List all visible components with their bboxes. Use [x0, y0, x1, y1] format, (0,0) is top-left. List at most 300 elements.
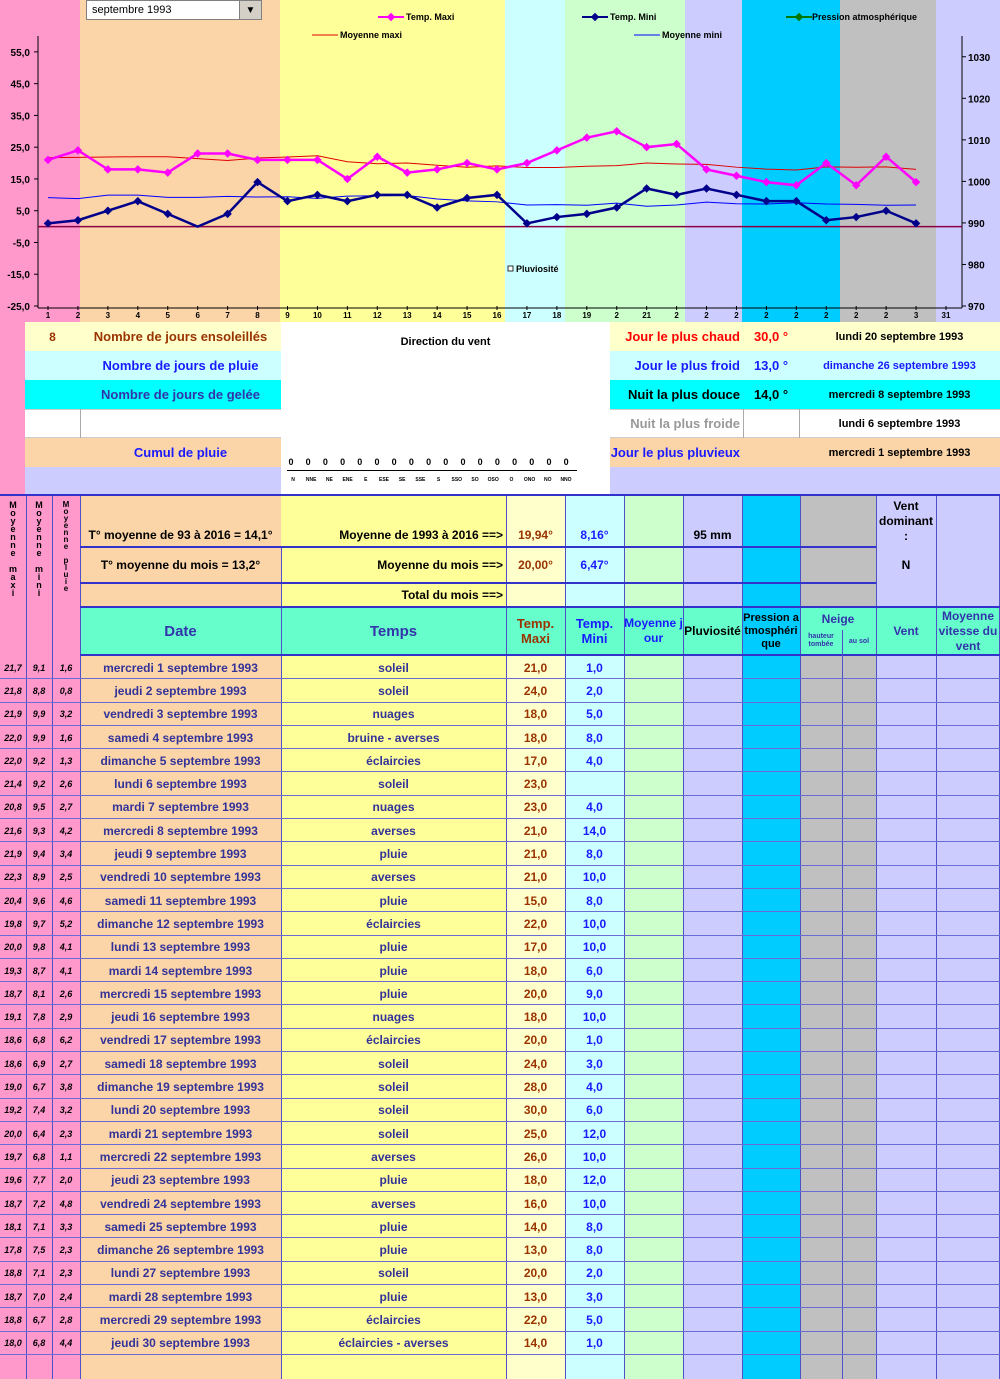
record-hottest-day-value: 30,0 ° [753, 329, 789, 344]
avg-maxi-cell: 19,8 [4, 918, 22, 929]
temps-cell: soleil [378, 1103, 409, 1118]
avg-pluie-cell: 2,7 [59, 1058, 73, 1069]
table-row [0, 1075, 1000, 1098]
avg-maxi-cell: 19,1 [4, 1012, 22, 1023]
wind-direction-label: S [436, 477, 441, 483]
x-tick-label: 5 [165, 311, 170, 320]
wind-count: 0 [494, 457, 500, 467]
temps-cell: pluie [379, 963, 408, 978]
table-row [0, 1308, 1000, 1331]
tmaxi-cell: 17,0 [523, 753, 548, 768]
avg-pluie-cell: 5,2 [59, 918, 73, 929]
vent-dominant-value: N [901, 558, 911, 572]
tmini-cell: 3,0 [586, 1289, 603, 1304]
wind-direction-label: NO [544, 477, 552, 483]
avg-mini-cell: 6,9 [32, 1058, 46, 1069]
wind-count: 0 [443, 457, 449, 467]
avg-pluie-cell: 2,5 [59, 872, 73, 883]
avg-maxi-cell: 18,8 [4, 1268, 22, 1279]
tmini-cell: 10,0 [582, 940, 607, 955]
chart-svg [0, 0, 1000, 322]
date-cell: samedi 4 septembre 1993 [107, 730, 254, 745]
wind-count: 0 [408, 457, 414, 467]
tmaxi-cell: 25,0 [523, 1126, 548, 1141]
header-ausol: au sol [848, 637, 870, 645]
x-tick-label: 3 [105, 311, 111, 320]
table-row [0, 819, 1000, 842]
wind-direction-label: NE [325, 477, 333, 483]
wind-count: 0 [426, 457, 432, 467]
date-cell: dimanche 26 septembre 1993 [97, 1243, 264, 1258]
table-row [0, 1052, 1000, 1075]
tmaxi-cell: 21,0 [523, 847, 548, 862]
temps-cell: soleil [378, 1056, 409, 1071]
date-cell: samedi 18 septembre 1993 [104, 1056, 257, 1071]
moy-mois-label: T° moyenne du mois = 13,2° [100, 558, 261, 572]
wind-count: 0 [305, 457, 311, 467]
record-hottest-day-label: Jour le plus chaud [625, 329, 740, 344]
avg-maxi-cell: 18,7 [4, 988, 22, 999]
x-tick-label: 9 [285, 311, 290, 320]
tmini-cell: 6,0 [586, 963, 603, 978]
avg-mini-cell: 7,5 [32, 1245, 46, 1256]
temps-cell: pluie [379, 1289, 408, 1304]
avg-maxi-cell: 17,8 [4, 1245, 22, 1256]
avg-maxi-cell: 18,7 [4, 1198, 22, 1209]
wind-direction-label: O [509, 477, 514, 483]
dropdown-arrow-icon[interactable]: ▼ [239, 1, 261, 19]
header-moyjour-text: Moyenne jour [624, 616, 683, 645]
wind-direction-label: SSE [415, 477, 426, 483]
x-tick-label: 11 [343, 311, 352, 320]
x-tick-label: 3 [913, 311, 919, 320]
date-cell: mardi 28 septembre 1993 [108, 1289, 253, 1304]
avg-mini-cell: 9,5 [32, 802, 46, 813]
avg-pluie-cell: 2,0 [59, 1175, 73, 1186]
tmini-cell: 4,0 [586, 753, 603, 768]
temps-cell: pluie [379, 1173, 408, 1188]
avg-maxi-cell: 18,0 [4, 1338, 22, 1349]
moy-9316-mini: 8,16° [580, 528, 609, 542]
avg-mini-cell: 9,8 [32, 942, 46, 953]
avg-maxi-cell: 19,3 [4, 965, 22, 976]
avg-pluie-cell: 4,1 [59, 942, 73, 953]
side-header-maxi-text: Moyenne maxi [8, 500, 18, 596]
left-tick-label: 45,0 [10, 79, 30, 91]
avg-maxi-cell: 19,6 [4, 1175, 22, 1186]
tmini-cell: 2,0 [586, 1266, 603, 1281]
right-tick-label: 1030 [968, 52, 991, 64]
tmaxi-cell: 24,0 [523, 1056, 548, 1071]
avg-pluie-cell: 3,4 [59, 849, 73, 860]
right-tick-label: 1010 [968, 135, 991, 147]
date-cell: vendredi 3 septembre 1993 [103, 707, 258, 722]
left-tick-label: -15,0 [7, 270, 30, 282]
avg-maxi-cell: 18,8 [4, 1315, 22, 1326]
legend-moy-mini-label: Moyenne mini [662, 30, 723, 40]
right-tick-label: 970 [968, 302, 985, 313]
temps-cell: pluie [379, 940, 408, 955]
chart-band [840, 0, 936, 322]
wind-count: 0 [288, 457, 294, 467]
moy-mois-mini: 6,47° [580, 558, 609, 572]
record-mildest-night-date: mercredi 8 septembre 1993 [828, 388, 971, 401]
tmini-cell: 1,0 [586, 1336, 603, 1351]
x-tick-label: 13 [402, 311, 412, 320]
avg-pluie-cell: 4,6 [59, 895, 73, 906]
wind-count: 0 [357, 457, 363, 467]
temps-cell: soleil [378, 1266, 409, 1281]
avg-mini-cell: 9,7 [32, 918, 46, 929]
table-row [0, 773, 1000, 796]
avg-pluie-cell: 6,2 [59, 1035, 73, 1046]
header-pression [742, 608, 800, 654]
avg-mini-cell: 7,1 [32, 1268, 46, 1279]
avg-pluie-cell: 2,6 [59, 988, 73, 999]
wind-direction-label: NNO [560, 477, 572, 483]
moy-9316-pluie: 95 mm [693, 528, 732, 542]
date-cell: samedi 11 septembre 1993 [104, 893, 257, 908]
wind-direction-label: E [364, 477, 368, 483]
record-coldest-day-label: Jour le plus froid [634, 358, 740, 373]
date-cell: mardi 14 septembre 1993 [108, 963, 253, 978]
tmini-cell: 12,0 [582, 1173, 607, 1188]
date-cell: jeudi 16 septembre 1993 [111, 1010, 250, 1025]
date-cell: lundi 27 septembre 1993 [110, 1266, 251, 1281]
temps-cell: éclaircies [366, 916, 421, 931]
tmini-cell: 5,0 [586, 1313, 603, 1328]
x-tick-label: 6 [195, 311, 200, 320]
x-tick-label: 17 [522, 311, 532, 320]
tmaxi-cell: 21,0 [523, 660, 548, 675]
wind-direction-label: ONO [523, 477, 536, 483]
x-tick-label: 2 [853, 311, 859, 320]
left-tick-label: -5,0 [12, 238, 30, 250]
table-row [0, 656, 1000, 679]
x-tick-label: 12 [372, 311, 382, 320]
x-tick-label: 16 [492, 311, 502, 320]
tmaxi-cell: 18,0 [523, 730, 548, 745]
wind-count: 0 [460, 457, 466, 467]
wind-direction-label: NNE [305, 477, 317, 483]
record-coldest-night-date: lundi 6 septembre 1993 [838, 417, 961, 430]
date-cell: mercredi 1 septembre 1993 [103, 660, 258, 675]
moy-9316-row-label: Moyenne de 1993 à 2016 ==> [339, 528, 503, 542]
avg-mini-cell: 9,1 [32, 662, 46, 673]
avg-pluie-cell: 1,3 [59, 755, 73, 766]
date-cell: jeudi 9 septembre 1993 [114, 847, 247, 862]
wind-direction-label: OSO [487, 477, 499, 483]
record-rainiest-day-date: mercredi 1 septembre 1993 [828, 446, 971, 459]
avg-pluie-cell: 2,6 [59, 779, 73, 790]
avg-pluie-cell: 2,7 [59, 802, 73, 813]
tmaxi-cell: 22,0 [523, 916, 548, 931]
avg-maxi-cell: 21,9 [4, 849, 22, 860]
table-row [0, 1122, 1000, 1145]
avg-pluie-cell: 4,1 [59, 965, 73, 976]
avg-maxi-cell: 21,6 [4, 825, 22, 836]
wind-count: 0 [529, 457, 535, 467]
tmaxi-cell: 22,0 [523, 1313, 548, 1328]
legend-temp-maxi-label: Temp. Maxi [406, 12, 455, 22]
date-cell: vendredi 17 septembre 1993 [100, 1033, 261, 1048]
temps-cell: averses [371, 870, 416, 885]
x-tick-label: 2 [734, 311, 739, 320]
table-row [0, 1099, 1000, 1122]
x-tick-label: 7 [225, 311, 230, 320]
temps-cell: éclaircies [366, 1033, 421, 1048]
avg-mini-cell: 8,1 [32, 988, 46, 999]
x-tick-label: 4 [135, 311, 141, 320]
header-temps: Temps [369, 622, 418, 640]
avg-mini-cell: 9,9 [32, 732, 46, 743]
sunny-days-label: Nombre de jours ensoleillés [93, 329, 268, 344]
chart-band [685, 0, 742, 322]
tmini-cell: 10,0 [582, 916, 607, 931]
tmaxi-cell: 20,0 [523, 1266, 548, 1281]
avg-maxi-cell: 18,6 [4, 1035, 22, 1046]
temps-cell: soleil [378, 660, 409, 675]
table-row [0, 1006, 1000, 1029]
date-cell: lundi 6 septembre 1993 [114, 777, 247, 792]
tmaxi-cell: 24,0 [523, 683, 548, 698]
side-header-pluie-text: Moyenne pluie [61, 500, 71, 591]
date-cell: lundi 13 septembre 1993 [110, 940, 251, 955]
avg-maxi-cell: 22,0 [4, 732, 22, 743]
table-row [0, 1029, 1000, 1052]
tmini-cell: 6,0 [586, 1103, 603, 1118]
right-tick-label: 980 [968, 260, 985, 272]
wind-axis [287, 470, 577, 471]
table-row [0, 1215, 1000, 1238]
x-tick-label: 2 [674, 311, 679, 320]
avg-mini-cell: 9,9 [32, 709, 46, 720]
avg-mini-cell: 8,7 [32, 965, 46, 976]
chart-band [565, 0, 685, 322]
avg-maxi-cell: 18,6 [4, 1058, 22, 1069]
avg-pluie-cell: 1,1 [59, 1151, 73, 1162]
date-cell: mardi 21 septembre 1993 [108, 1126, 253, 1141]
table-row [0, 889, 1000, 912]
moy-9316-maxi: 19,94° [518, 528, 553, 542]
table-row [0, 703, 1000, 726]
table-row [0, 749, 1000, 772]
table-row [0, 796, 1000, 819]
avg-maxi-cell: 22,0 [4, 755, 22, 766]
avg-pluie-cell: 3,2 [59, 1105, 73, 1116]
date-cell: samedi 25 septembre 1993 [104, 1219, 257, 1234]
left-tick-label: 55,0 [10, 47, 30, 59]
date-cell: mercredi 22 septembre 1993 [99, 1149, 262, 1164]
avg-pluie-cell: 2,3 [59, 1245, 73, 1256]
avg-pluie-cell: 3,8 [59, 1082, 73, 1093]
left-tick-label: 25,0 [10, 143, 30, 155]
avg-mini-cell: 9,3 [32, 825, 46, 836]
left-tick-label: -25,0 [7, 302, 30, 313]
temps-cell: éclaircies [366, 753, 421, 768]
date-cell: mercredi 15 septembre 1993 [99, 986, 262, 1001]
header-tmini [565, 608, 624, 654]
right-tick-label: 990 [968, 218, 985, 230]
temps-cell: averses [371, 1149, 416, 1164]
temps-cell: soleil [378, 1080, 409, 1095]
avg-pluie-cell: 2,8 [59, 1315, 73, 1326]
summary-section [0, 322, 1000, 494]
temps-cell: pluie [379, 1243, 408, 1258]
x-tick-label: 1 [45, 311, 51, 320]
wind-direction-panel [281, 322, 610, 494]
x-tick-label: 2 [764, 311, 769, 320]
avg-pluie-cell: 4,8 [59, 1198, 73, 1209]
table-row [0, 936, 1000, 959]
table-row [0, 1192, 1000, 1215]
tmaxi-cell: 18,0 [523, 1010, 548, 1025]
temps-cell: nuages [372, 707, 415, 722]
month-select-value: septembre 1993 [92, 4, 172, 16]
tmaxi-cell: 23,0 [523, 777, 548, 792]
tmini-cell: 4,0 [586, 1080, 603, 1095]
side-header-pluie [52, 500, 80, 650]
header-tmini-text: Temp. Mini [575, 616, 614, 646]
wind-direction-label: ENE [342, 477, 353, 483]
avg-maxi-cell: 19,2 [4, 1105, 22, 1116]
temps-cell: éclaircies - averses [338, 1336, 449, 1351]
moy-mois-maxi: 20,00° [518, 558, 553, 572]
avg-mini-cell: 9,6 [32, 895, 46, 906]
x-tick-label: 14 [432, 311, 442, 320]
tmini-cell: 10,0 [582, 870, 607, 885]
legend-moy-maxi-label: Moyenne maxi [340, 30, 403, 40]
rain-days-label: Nombre de jours de pluie [102, 358, 259, 373]
avg-mini-cell: 6,7 [32, 1315, 46, 1326]
temps-cell: soleil [378, 683, 409, 698]
avg-mini-cell: 7,7 [32, 1175, 46, 1186]
header-pluvio [683, 608, 742, 654]
date-cell: mercredi 29 septembre 1993 [99, 1313, 262, 1328]
x-tick-label: 2 [704, 311, 709, 320]
tmini-cell: 2,0 [586, 683, 603, 698]
record-coldest-day-date: dimanche 26 septembre 1993 [823, 359, 976, 372]
tmaxi-cell: 20,0 [523, 986, 548, 1001]
avg-maxi-cell: 20,0 [4, 1128, 22, 1139]
x-tick-label: 2 [75, 311, 81, 320]
avg-mini-cell: 8,8 [32, 685, 46, 696]
avg-maxi-cell: 18,7 [4, 1291, 22, 1302]
x-tick-label: 31 [941, 311, 951, 320]
date-cell: jeudi 23 septembre 1993 [111, 1173, 250, 1188]
avg-mini-cell: 6,4 [32, 1128, 46, 1139]
avg-pluie-cell: 3,2 [59, 709, 73, 720]
avg-mini-cell: 7,1 [32, 1221, 46, 1232]
wind-counts [285, 457, 585, 469]
temps-cell: bruine - averses [347, 730, 440, 745]
avg-pluie-cell: 1,6 [59, 732, 73, 743]
table-row [0, 866, 1000, 889]
avg-pluie-cell: 3,3 [59, 1221, 73, 1232]
month-select[interactable] [86, 0, 262, 20]
header-pression-text: Pression atmosphérique [743, 611, 799, 650]
wind-count: 0 [391, 457, 397, 467]
left-tick-label: 5,0 [16, 206, 30, 218]
avg-maxi-cell: 19,0 [4, 1082, 22, 1093]
tmaxi-cell: 15,0 [523, 893, 548, 908]
table-row [0, 679, 1000, 702]
temps-cell: soleil [378, 1126, 409, 1141]
temps-cell: pluie [379, 847, 408, 862]
avg-maxi-cell: 21,4 [4, 779, 22, 790]
avg-mini-cell: 7,8 [32, 1012, 46, 1023]
table-row [0, 1169, 1000, 1192]
x-tick-label: 21 [642, 311, 652, 320]
temps-cell: éclaircies [366, 1313, 421, 1328]
record-coldest-night-label: Nuit la plus froide [630, 416, 740, 431]
avg-mini-cell: 6,8 [32, 1151, 46, 1162]
avg-pluie-cell: 0,8 [59, 685, 73, 696]
weather-chart [0, 0, 1000, 322]
avg-maxi-cell: 21,8 [4, 685, 22, 696]
x-tick-label: 2 [614, 311, 619, 320]
tmini-cell: 8,0 [586, 730, 603, 745]
right-tick-label: 1000 [968, 177, 991, 189]
date-cell: mercredi 8 septembre 1993 [103, 823, 258, 838]
avg-pluie-cell: 2,3 [59, 1128, 73, 1139]
table-row [0, 912, 1000, 935]
wind-direction-label: SSO [451, 477, 463, 483]
avg-maxi-cell: 20,8 [4, 802, 22, 813]
avg-mini-cell: 7,4 [32, 1105, 46, 1116]
date-cell: dimanche 5 septembre 1993 [100, 753, 261, 768]
header-date: Date [164, 622, 197, 640]
header-hauteur [800, 630, 842, 652]
legend-pluvio-swatch [508, 266, 513, 271]
temps-cell: pluie [379, 893, 408, 908]
header-vitesse [936, 608, 1000, 654]
avg-pluie-cell: 1,6 [59, 662, 73, 673]
tmaxi-cell: 14,0 [523, 1336, 548, 1351]
date-cell: jeudi 30 septembre 1993 [111, 1336, 250, 1351]
tmaxi-cell: 23,0 [523, 800, 548, 815]
header-neige: Neige [821, 612, 855, 626]
date-cell: dimanche 19 septembre 1993 [97, 1080, 264, 1095]
table-row [0, 1332, 1000, 1355]
wind-direction-title: Direction du vent [400, 336, 491, 348]
wind-count: 0 [374, 457, 380, 467]
temps-cell: nuages [372, 800, 415, 815]
tmaxi-cell: 18,0 [523, 707, 548, 722]
total-row-label: Total du mois ==> [401, 588, 503, 602]
wind-direction-label: SE [398, 477, 406, 483]
tmini-cell: 10,0 [582, 1010, 607, 1025]
table-row [0, 959, 1000, 982]
wind-direction-label: ESE [378, 477, 389, 483]
sunny-days-count: 8 [49, 329, 56, 344]
wind-count: 0 [477, 457, 483, 467]
left-tick-label: 15,0 [10, 174, 30, 186]
x-tick-label: 19 [582, 311, 592, 320]
tmaxi-cell: 28,0 [523, 1080, 548, 1095]
date-cell: mardi 7 septembre 1993 [112, 800, 249, 815]
avg-pluie-cell: 2,4 [59, 1291, 73, 1302]
temps-cell: pluie [379, 1219, 408, 1234]
avg-maxi-cell: 20,0 [4, 942, 22, 953]
temps-cell: soleil [378, 777, 409, 792]
tmini-cell: 9,0 [586, 986, 603, 1001]
avg-mini-cell: 9,4 [32, 849, 46, 860]
tmaxi-cell: 16,0 [523, 1196, 548, 1211]
tmini-cell: 5,0 [586, 707, 603, 722]
avg-mini-cell: 8,9 [32, 872, 46, 883]
moy-9316-label: T° moyenne de 93 à 2016 = 14,1° [88, 528, 273, 542]
